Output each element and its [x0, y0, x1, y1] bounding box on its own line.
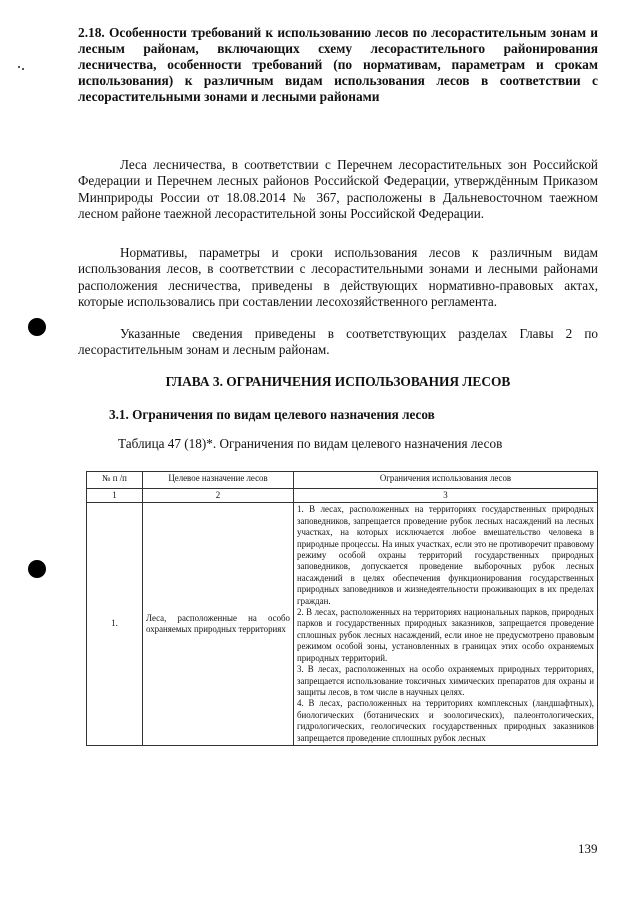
punch-hole: [28, 560, 46, 578]
row-number-cell: 1.: [87, 503, 143, 746]
column-number-cell: 2: [143, 489, 294, 503]
paragraph-norms: Нормативы, параметры и сроки использования лесов к различным видам использования лесов, в соответствии с лесорастительными зонами и лесными районами расположения лесничества, приведены в действующих нормативно-правовых актах, которые использовались при составлении лесохозяйственного регламента.: [78, 245, 598, 309]
subsection-title: 3.1. Ограничения по видам целевого назначения лесов: [109, 407, 435, 422]
header-cell-number: № п /п: [87, 472, 143, 489]
punch-hole: [28, 318, 46, 336]
restriction-item: 4. В лесах, расположенных на территориях комплексных (ландшафтных), биологических (ботанических и зоологических), палеонтологических, гидрологических, геологических государственных природных заказников запрещается проведение сплошных рубок лесных: [297, 698, 594, 743]
header-cell-restrictions: Ограничения использования лесов: [294, 472, 598, 489]
restriction-item: 1. В лесах, расположенных на территориях государственных природных заповедников, запрещается проведение рубок лесных насаждений на лесных участках, на которых исключается любое вмешательство человека в природные процессы. На иных участках, если это не противоречит правовому режиму особой охраны территорий государственных природных заповедников, допускается проведение выборочных рубок лесных насаждений в целях обеспечения функционирования государственных природных заповедников и жизнедеятельности проживающих в их пределах граждан.: [297, 504, 594, 606]
table-header-row: [87, 472, 598, 489]
restriction-item: 2. В лесах, расположенных на территориях национальных парков, природных парков и государственных природных заказников, запрещается проведение сплошных рубок лесных насаждений, если иное не предусмотрено правовым режимом особой зоны, установленных в границах этих особо охраняемых природных территорий.: [297, 607, 594, 663]
table-row: [87, 503, 598, 746]
restrictions-cell: [294, 503, 598, 746]
restrictions-table: [86, 471, 598, 746]
paragraph-forest-zone: Леса лесничества, в соответствии с Перечнем лесорастительных зон Российской Федерации и Перечнем лесных районов Российской Федерации, утверждённым Приказом Минприроды России от 18.08.2014 № 367, расположены в Дальневосточном таежном лесном районе таежной лесорастительной зоны Российской Федерации.: [78, 157, 598, 221]
column-number-row: [87, 489, 598, 503]
column-number-cell: 3: [294, 489, 598, 503]
column-number-cell: 1: [87, 489, 143, 503]
table-caption: Таблица 47 (18)*. Ограничения по видам целевого назначения лесов: [118, 436, 503, 451]
scan-speck: [18, 66, 20, 68]
page-number: 139: [578, 841, 598, 856]
scan-speck: [22, 68, 24, 70]
paragraph-reference: Указанные сведения приведены в соответствующих разделах Главы 2 по лесорастительным зонам и лесным районам.: [78, 326, 598, 358]
restriction-item: 3. В лесах, расположенных на особо охраняемых природных территориях, запрещается использование токсичных химических препаратов для охраны и защиты лесов, в том числе в научных целях.: [297, 664, 594, 697]
purpose-cell: Леса, расположенные на особо охраняемых природных территориях: [143, 503, 294, 746]
header-cell-purpose: Целевое назначение лесов: [143, 472, 294, 489]
section-heading: 2.18. Особенности требований к использованию лесов по лесорастительным зонам и лесным районам, включающих схему лесорастительного районирования лесничества, особенности требований (по нормативам, параметрам и срокам использования) к различным видам использования лесов в соответствии с лесорастительными зонами и лесными районами: [78, 25, 598, 104]
chapter-title: ГЛАВА 3. ОГРАНИЧЕНИЯ ИСПОЛЬЗОВАНИЯ ЛЕСОВ: [165, 374, 511, 389]
